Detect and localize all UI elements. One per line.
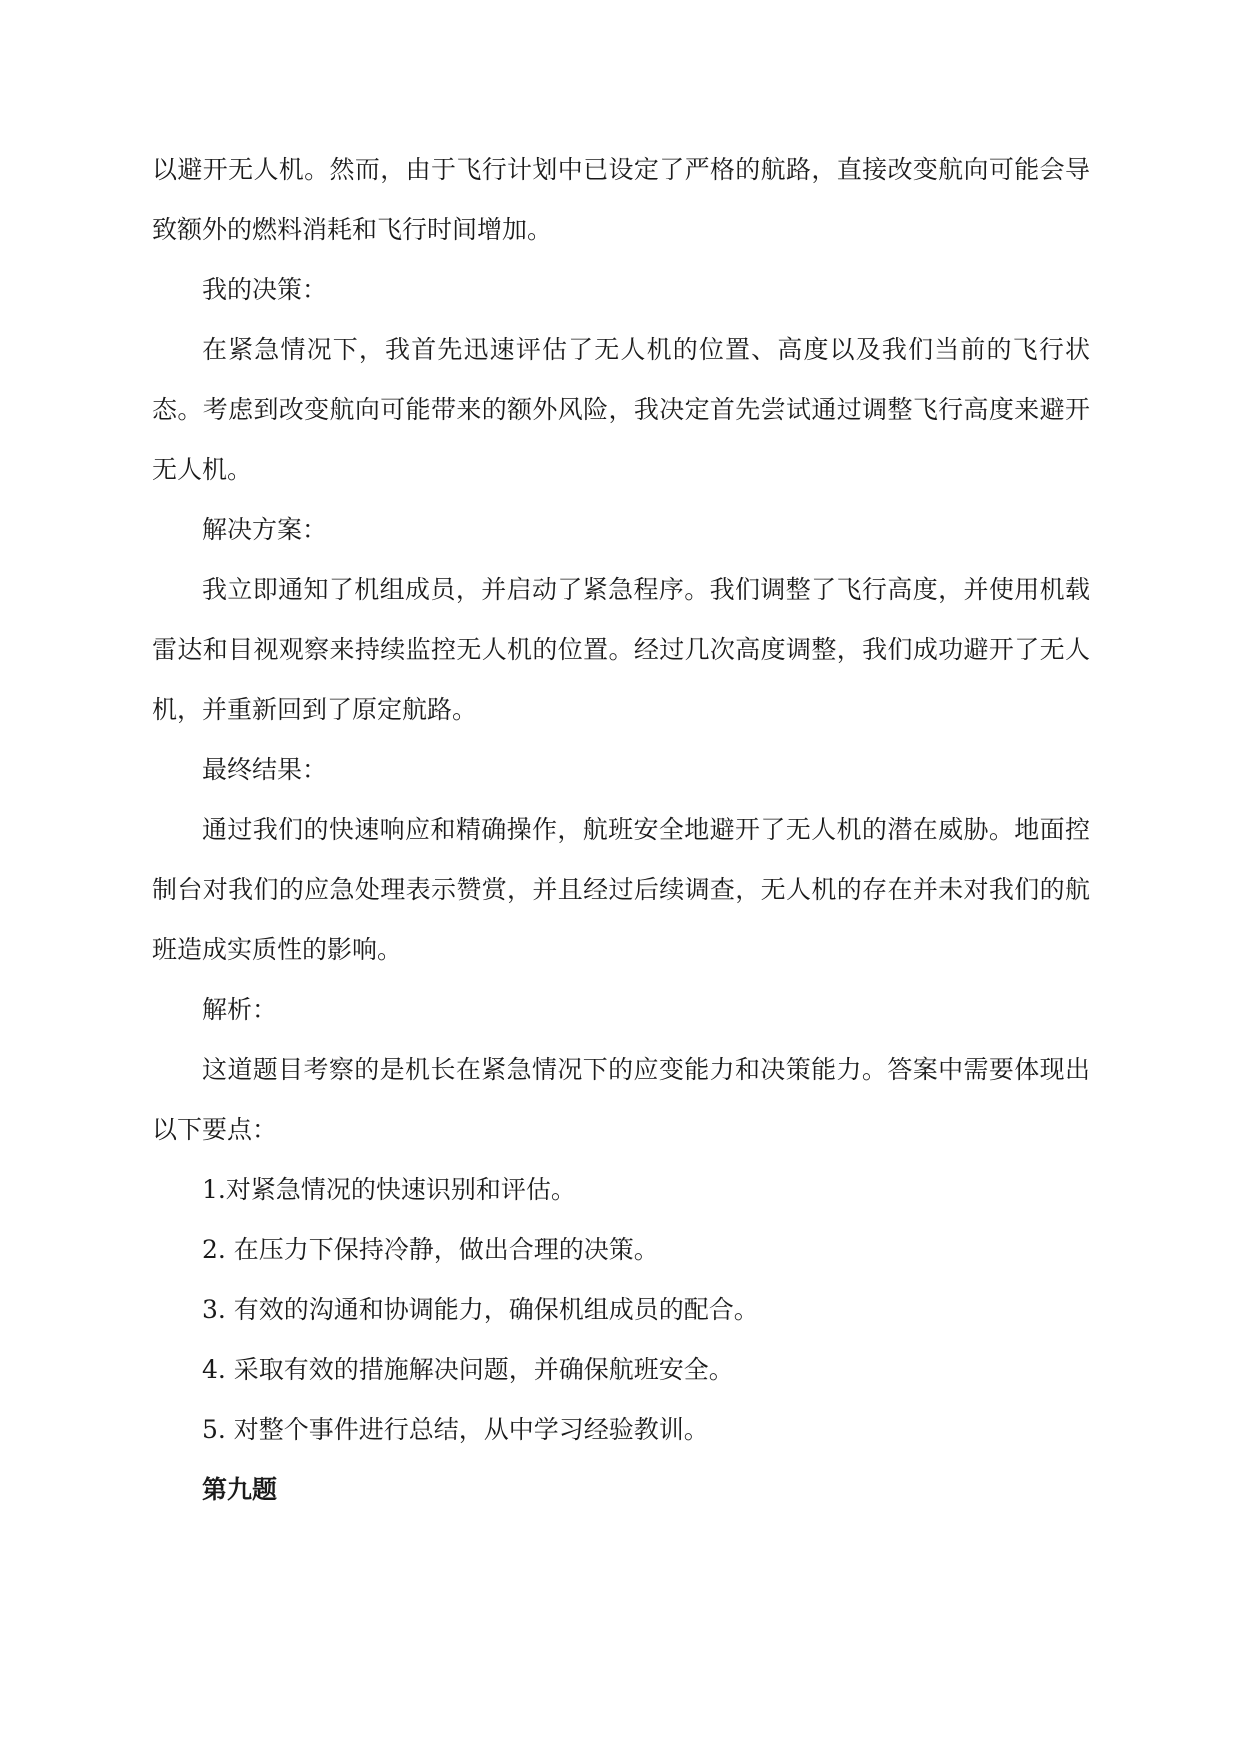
paragraph-analysis: 这道题目考察的是机长在紧急情况下的应变能力和决策能力。答案中需要体现出以下要点： — [152, 1055, 1090, 1144]
list-item-5: 5. 对整个事件进行总结，从中学习经验教训。 — [202, 1415, 709, 1444]
paragraph-decision: 在紧急情况下，我首先迅速评估了无人机的位置、高度以及我们当前的飞行状态。考虑到改变航向可能带来的额外风险，我决定首先尝试通过调整飞行高度来避开无人机。 — [152, 335, 1090, 484]
list-item-1: 1.对紧急情况的快速识别和评估。 — [202, 1175, 576, 1204]
section-label-decision: 我的决策： — [202, 275, 328, 304]
list-item-4: 4. 采取有效的措施解决问题，并确保航班安全。 — [202, 1355, 734, 1384]
paragraph-solution: 我立即通知了机组成员，并启动了紧急程序。我们调整了飞行高度，并使用机载雷达和目视观察来持续监控无人机的位置。经过几次高度调整，我们成功避开了无人机，并重新回到了原定航路。 — [152, 575, 1090, 724]
section-label-solution: 解决方案： — [202, 515, 328, 544]
question-heading: 第九题 — [202, 1475, 278, 1504]
paragraph-result: 通过我们的快速响应和精确操作，航班安全地避开了无人机的潜在威胁。地面控制台对我们的应急处理表示赞赏，并且经过后续调查，无人机的存在并未对我们的航班造成实质性的影响。 — [152, 815, 1090, 964]
list-item-3: 3. 有效的沟通和协调能力，确保机组成员的配合。 — [202, 1295, 759, 1324]
list-item-2: 2. 在压力下保持冷静，做出合理的决策。 — [202, 1235, 659, 1264]
section-label-analysis: 解析： — [202, 995, 278, 1024]
section-label-result: 最终结果： — [202, 755, 328, 784]
document-body — [152, 140, 1090, 1520]
paragraph-continuation: 以避开无人机。然而，由于飞行计划中已设定了严格的航路，直接改变航向可能会导致额外的燃料消耗和飞行时间增加。 — [152, 155, 1090, 244]
